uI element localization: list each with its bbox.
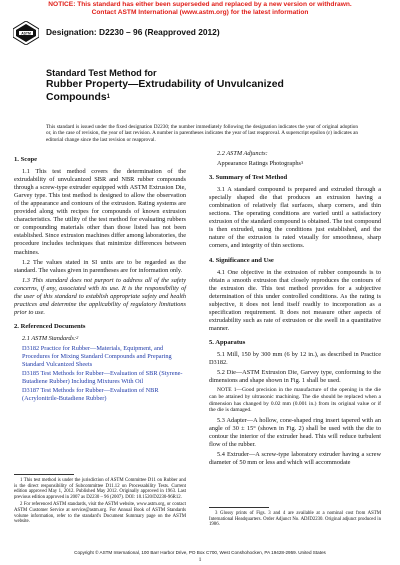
notice-line-2: Contact ASTM International (www.astm.org) for the latest information — [91, 9, 309, 16]
right-column — [209, 150, 381, 469]
section-3-heading: 3. Summary of Test Method — [209, 174, 288, 182]
para-1-3: 1.3 This standard does not purport to address all of the safety concerns, if any, associated with its use. It is the responsibility of the user of this standard to establish appropriate safety and health practices and determine the applicability of regulatory limitations prior to use. — [14, 276, 186, 316]
reference-d3185 — [14, 370, 186, 386]
para-2-1 — [14, 335, 186, 343]
reference-link-d3185[interactable]: D3185 — [22, 370, 40, 378]
title-line-2: Rubber Property—Extrudability of Unvulcanized — [46, 79, 284, 90]
adjunct-item-text: Appearance Ratings Photographs — [217, 160, 301, 168]
title-line-1: Standard Test Method for — [46, 68, 157, 78]
footnotes-left — [14, 478, 186, 525]
para-5-3: 5.3 Adapter—A hollow, cone-shaped ring insert tapered with an angle of 30 ± 15° (shown in Fig. 2) shall be used with the die to contour the interior of the extruder head. This will reduce turbulent flow of the rubber. — [209, 416, 381, 449]
footnote-divider-left — [14, 474, 74, 475]
para-3-1: 3.1 A standard compound is prepared and extruded through a specially shaped die that produces an extrusion having a combination of relatively flat surfaces, sharp corners, and thin sections. The operating conditions are varied until a satisfactory extrusion of the standard compound is obtained. The test compound is then extruded, using the conditions just established, and the nature of the extrusion is rated visually for smoothness, sharp corners, and integrity of thin sections. — [209, 186, 381, 250]
adjunct-item — [209, 160, 381, 168]
reference-d3182 — [14, 345, 186, 369]
para-1-1: 1.1 This test method covers the determination of the extrudability of unvulcanized SBR and NBR rubber compounds through a screw-type extruder equipped with ASTM Extrusion Die, Garvey type. This test method is designed to allow the observation of the appearance and contours of the extrusion. Rating systems are provided along with recipes for compounds of known extrusion characteristics. The utility of the test method for evaluating rubbers or compounding materials other than those listed has not been established. Since extrusion machines differ among laboratories, the procedure includes techniques that minimize differences between machines. — [14, 168, 186, 256]
title-line-3 — [46, 92, 366, 105]
footnotes-right — [209, 511, 381, 528]
left-column — [14, 150, 186, 404]
para-1-2: 1.2 The values stated in SI units are to be regarded as the standard. The values given in parentheses are for information only. — [14, 258, 186, 274]
para-2-2: 2.2 ASTM Adjuncts: — [217, 150, 268, 157]
para-5-4: 5.4 Extruder—A screw-type laboratory extruder having a screw diameter of 50 mm or less and which will accommodate — [209, 451, 381, 467]
title-footnote-marker: 1 — [106, 93, 110, 100]
document-title — [46, 68, 366, 104]
reference-title-d3182: Practice for Rubber—Materials, Equipment, and Procedures for Mixing Standard Compounds and Preparing Standard Vulcanized Sheets — [22, 344, 172, 369]
para-5-1: 5.1 Mill, 150 by 300 mm (6 by 12 in.), as described in Practice D3182. — [209, 350, 381, 367]
reference-d3187 — [14, 387, 186, 403]
reference-title-d3185: Test Methods for Rubber—Evaluation of SBR (Styrene-Butadiene Rubber) Including Mixtures With Oil — [22, 370, 183, 386]
section-2-heading: 2. Referenced Documents — [14, 322, 86, 330]
reference-link-d3182[interactable]: D3182 — [22, 344, 40, 352]
para-2-1-text: 2.1 ASTM Standards: — [22, 334, 77, 342]
reference-link-d3187[interactable]: D3187 — [22, 387, 40, 395]
note-1: NOTE 1—Good precision in the manufacture of the opening in the die can be attained by ultrasonic machining. The die should be replaced when a dimension has changed by 0.02 mm (0.001 in.) from its original value or if the die is damaged. — [209, 387, 381, 414]
withdrawn-notice — [0, 1, 400, 17]
section-5-heading: 5. Apparatus — [209, 338, 246, 346]
svg-text:ASTM: ASTM — [21, 31, 31, 36]
designation: Designation: D2230 – 96 (Reapproved 2012) — [46, 27, 220, 37]
astm-logo-icon — [13, 21, 39, 45]
footnote-divider-right — [209, 507, 269, 508]
para-5-2: 5.2 Die—ASTM Extrusion Die, Garvey type, conforming to the dimensions and shape shown in Fig. 1 shall be used. — [209, 369, 381, 385]
copyright-line: Copyright © ASTM International, 100 Barr Harbor Drive, PO Box C700, West Conshohocken, PA 19428-2959. United States — [74, 550, 326, 555]
notice-line-1: NOTICE: This standard has either been superseded and replaced by a new version or withdrawn. — [48, 1, 352, 8]
title-line-3-text: Compounds — [46, 91, 107, 103]
footnote-3: 3 Glossy prints of Figs. 3 and 4 are available at a nominal cost from ASTM International Headquarters. Order Adjunct No. ADJD2230. Original adjunct produced in 1986. — [209, 511, 381, 528]
footnote-1: 1 This test method is under the jurisdiction of ASTM Committee D11 on Rubber and is the direct responsibility of Subcommittee D11.12 on Processability Tests. Current edition approved May 1, 2012. Published May 2012. Originally approved in 1963. Last previous edition approved in 2007 as D2230 – 96 (2007). DOI: 10.1520/D2230-96R12. — [14, 478, 186, 500]
footnote-2: 2 For referenced ASTM standards, visit the ASTM website, www.astm.org, or contact ASTM Customer Service at service@astm.org. For Annual Book of ASTM Standards volume information, refer to the standard's Document Summary page on the ASTM website. — [14, 502, 186, 525]
reference-title-d3187: Test Methods for Rubber—Evaluation of NBR (Acrylonitrile-Butadiene Rubber) — [22, 387, 159, 403]
footnote-2-marker: 2 — [76, 334, 79, 340]
section-1-heading: 1. Scope — [14, 156, 38, 163]
para-4-1: 4.1 One objective in the extrusion of rubber compounds is to obtain a smooth extrusion that closely reproduces the contours of the extrusion die. This test method provides for a subjective determination of this under controlled conditions. As the rating is subjective, it does not lend itself readily to incorporation as a specification requirement. It does not measure other aspects of extrudability such as rate of extrusion or die swell in a quantitative manner. — [209, 268, 381, 332]
issuance-statement: This standard is issued under the fixed designation D2230; the number immediately following the designation indicates the year of original adoption or, in the case of revision, the year of last revision. A number in parentheses indicates the year of last reapproval. A superscript epsilon (ε) indicates an editorial change since the last revision or reapproval. — [46, 124, 358, 143]
page-number: 1 — [198, 557, 202, 563]
footnote-3-marker: 3 — [300, 160, 304, 166]
section-4-heading: 4. Significance and Use — [209, 256, 274, 264]
